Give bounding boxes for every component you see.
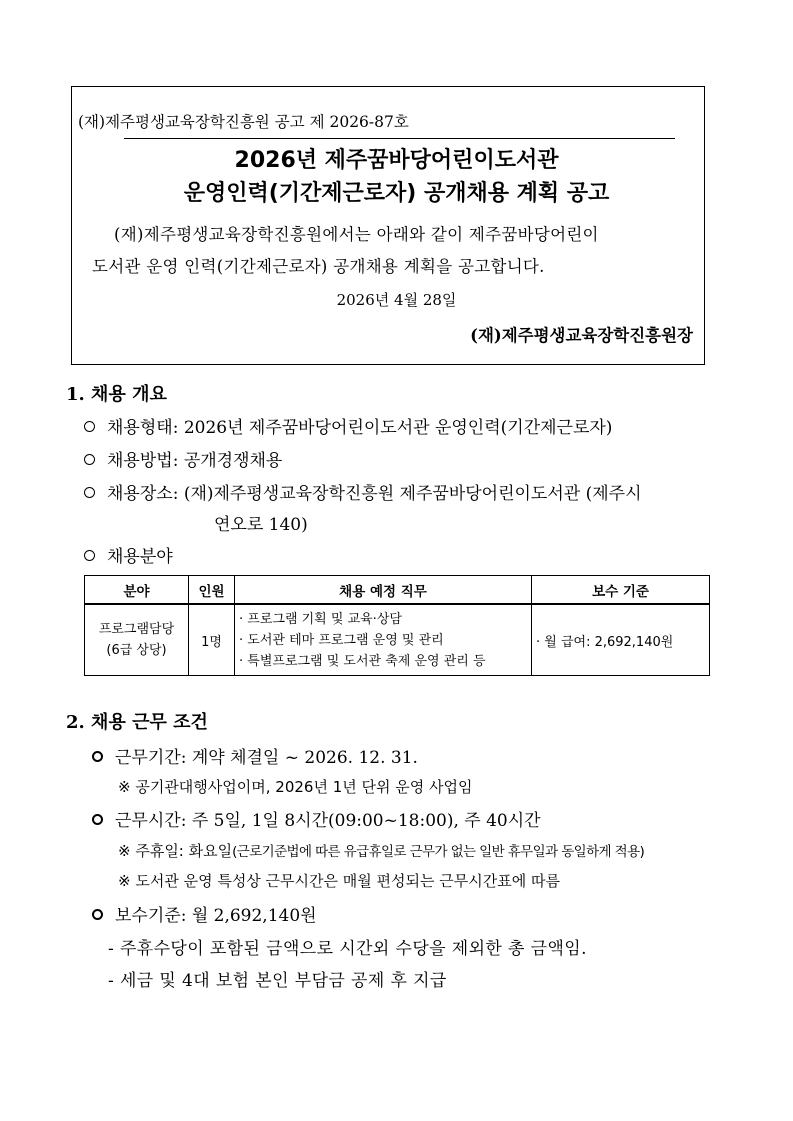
pay-note-2: - 세금 및 4대 보험 본인 부담금 공제 후 지급 (108, 971, 447, 991)
th-field: 분야 (85, 576, 189, 605)
recruit-method-item (84, 446, 282, 471)
circle-bullet-icon (84, 454, 95, 465)
recruit-field-text: 채용분야 (107, 547, 173, 567)
pay-note-1: - 주휴수당이 포함된 금액으로 시간외 수당을 제외한 총 금액임. (108, 939, 587, 959)
field-line1: 프로그램담당 (98, 622, 175, 637)
duty-line: · 특별프로그램 및 도서관 축제 운영 관리 등 (239, 653, 486, 669)
field-line2: (6급 상당) (106, 643, 167, 658)
th-count: 인원 (189, 576, 235, 605)
cell-pay: · 월 급여: 2,692,140원 (532, 604, 710, 676)
notice-body-line1: (재)제주평생교육장학진흥원에서는 아래와 같이 제주꿈바당어린이 (114, 225, 599, 244)
notice-body-line2: 도서관 운영 인력(기간제근로자) 공개채용 계획을 공고합니다. (92, 257, 545, 276)
recruit-method-text: 채용방법: 공개경쟁채용 (107, 451, 283, 471)
work-period-item (92, 743, 418, 768)
circle-bullet-icon (92, 909, 103, 920)
duty-line: · 도서관 테마 프로그램 운영 및 관리 (239, 632, 444, 648)
notice-signer: (재)제주평생교육장학진흥원장 (470, 326, 693, 345)
recruit-type-item (84, 413, 612, 438)
recruit-type-text: 채용형태: 2026년 제주꿈바당어린이도서관 운영인력(기간제근로자) (107, 418, 613, 438)
notice-number: (재)제주평생교육장학진흥원 공고 제 2026-87호 (78, 113, 409, 131)
circle-bullet-icon (84, 421, 95, 432)
header-rule (124, 138, 675, 139)
holiday-detail: (근로기준법에 따른 유급휴일로 근무가 없는 일반 휴무일과 동일하게 적용) (232, 844, 645, 860)
cell-count: 1명 (189, 604, 235, 676)
holiday-label: ※ 주휴일: 화요일 (118, 842, 233, 860)
table-header-row (85, 576, 710, 605)
notice-title-line2: 운영인력(기간제근로자) 공개채용 계획 공고 (183, 181, 610, 206)
pay-standard-text: 보수기준: 월 2,692,140원 (115, 906, 317, 926)
circle-bullet-icon (92, 751, 103, 762)
recruit-field-item (84, 542, 173, 567)
section2-heading: 2. 채용 근무 조건 (66, 712, 208, 733)
circle-bullet-icon (84, 487, 95, 498)
pay-standard-item (92, 901, 317, 926)
schedule-note: ※ 도서관 운영 특성상 근무시간은 매월 편성되는 근무시간표에 따름 (118, 872, 560, 890)
notice-title-line1: 2026년 제주꿈바당어린이도서관 (234, 148, 559, 173)
table-row (85, 604, 710, 676)
circle-bullet-icon (92, 814, 103, 825)
cell-duty (235, 604, 532, 676)
jobs-table (84, 575, 710, 676)
work-hours-text: 근무시간: 주 5일, 1일 8시간(09:00~18:00), 주 40시간 (115, 811, 541, 831)
holiday-note (118, 840, 644, 861)
th-duty: 채용 예정 직무 (235, 576, 532, 605)
recruit-place-text: 채용장소: (재)제주평생교육장학진흥원 제주꿈바당어린이도서관 (제주시 (107, 484, 642, 504)
recruit-place-item (84, 479, 642, 504)
circle-bullet-icon (84, 550, 95, 561)
notice-date: 2026년 4월 28일 (336, 291, 457, 309)
cell-field (85, 604, 189, 676)
period-note: ※ 공기관대행사업이며, 2026년 1년 단위 운영 사업임 (118, 778, 473, 796)
recruit-place-text-cont: 연오로 140) (214, 515, 308, 535)
th-pay: 보수 기준 (532, 576, 710, 605)
work-hours-item (92, 806, 541, 831)
duty-line: · 프로그램 기획 및 교육·상담 (239, 611, 402, 627)
work-period-text: 근무기간: 계약 체결일 ~ 2026. 12. 31. (115, 748, 418, 768)
section1-heading: 1. 채용 개요 (66, 384, 167, 405)
